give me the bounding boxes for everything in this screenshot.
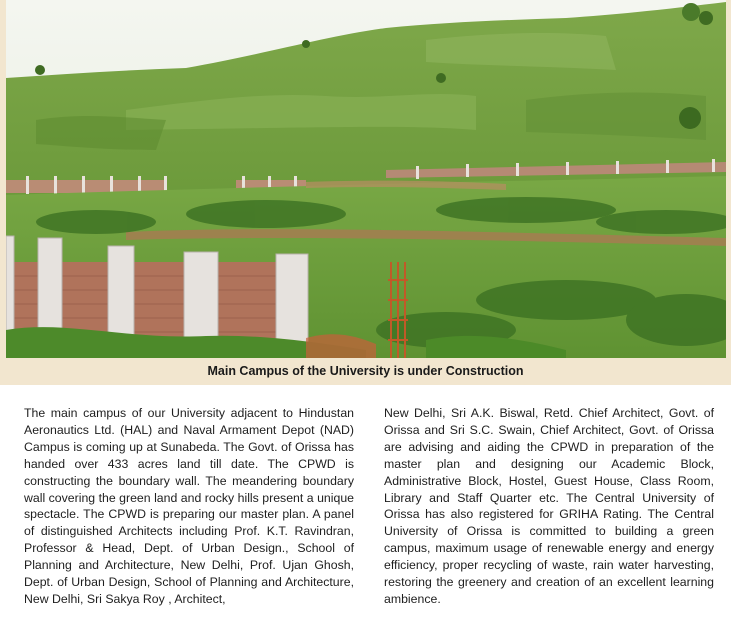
photo-caption: Main Campus of the University is under Construction xyxy=(207,364,524,378)
article-column-left: The main campus of our University adjacent to Hindustan Aeronautics Ltd. (HAL) and Naval Armament Depot (NAD) Campus is coming up at Sunabeda. The Govt. of Orissa has handed over 433 acres land till date. The CPWD is constructing the boundary wall. The meandering boundary wall covering the green land and rocky hills present a unique spectacle. The CPWD is preparing our master plan. A panel of distinguished Architects including Prof. K.T. Ravindran, Professor & Head, Dept. of Urban Design., School of Planning and Architecture, New Delhi, Prof. Ujan Ghosh, Dept. of Urban Design, School of Planning and Architecture, New Delhi, Sri Sakya Roy , Architect, xyxy=(24,406,354,606)
campus-construction-photo xyxy=(6,0,726,358)
landscape-illustration xyxy=(6,0,726,358)
article-column-right: New Delhi, Sri A.K. Biswal, Retd. Chief Architect, Govt. of Orissa and Sri S.C. Swain, Chief Architect, Govt. of Orissa are advising and aiding the CPWD in preparation of the master plan and designing our Academic Block, Administrative Block, Hostel, Guest House, Class Room, Library and Staff Quarter etc. The Central University of Orissa has also registered for GRIHA Rating. The Central University of Orissa is committed to building a green campus, maximum usage of renewable energy and energy efficiency, proper recycling of waste, rain water harvesting, restoring the greenery and creation of an excellent learning ambience. xyxy=(384,406,714,606)
